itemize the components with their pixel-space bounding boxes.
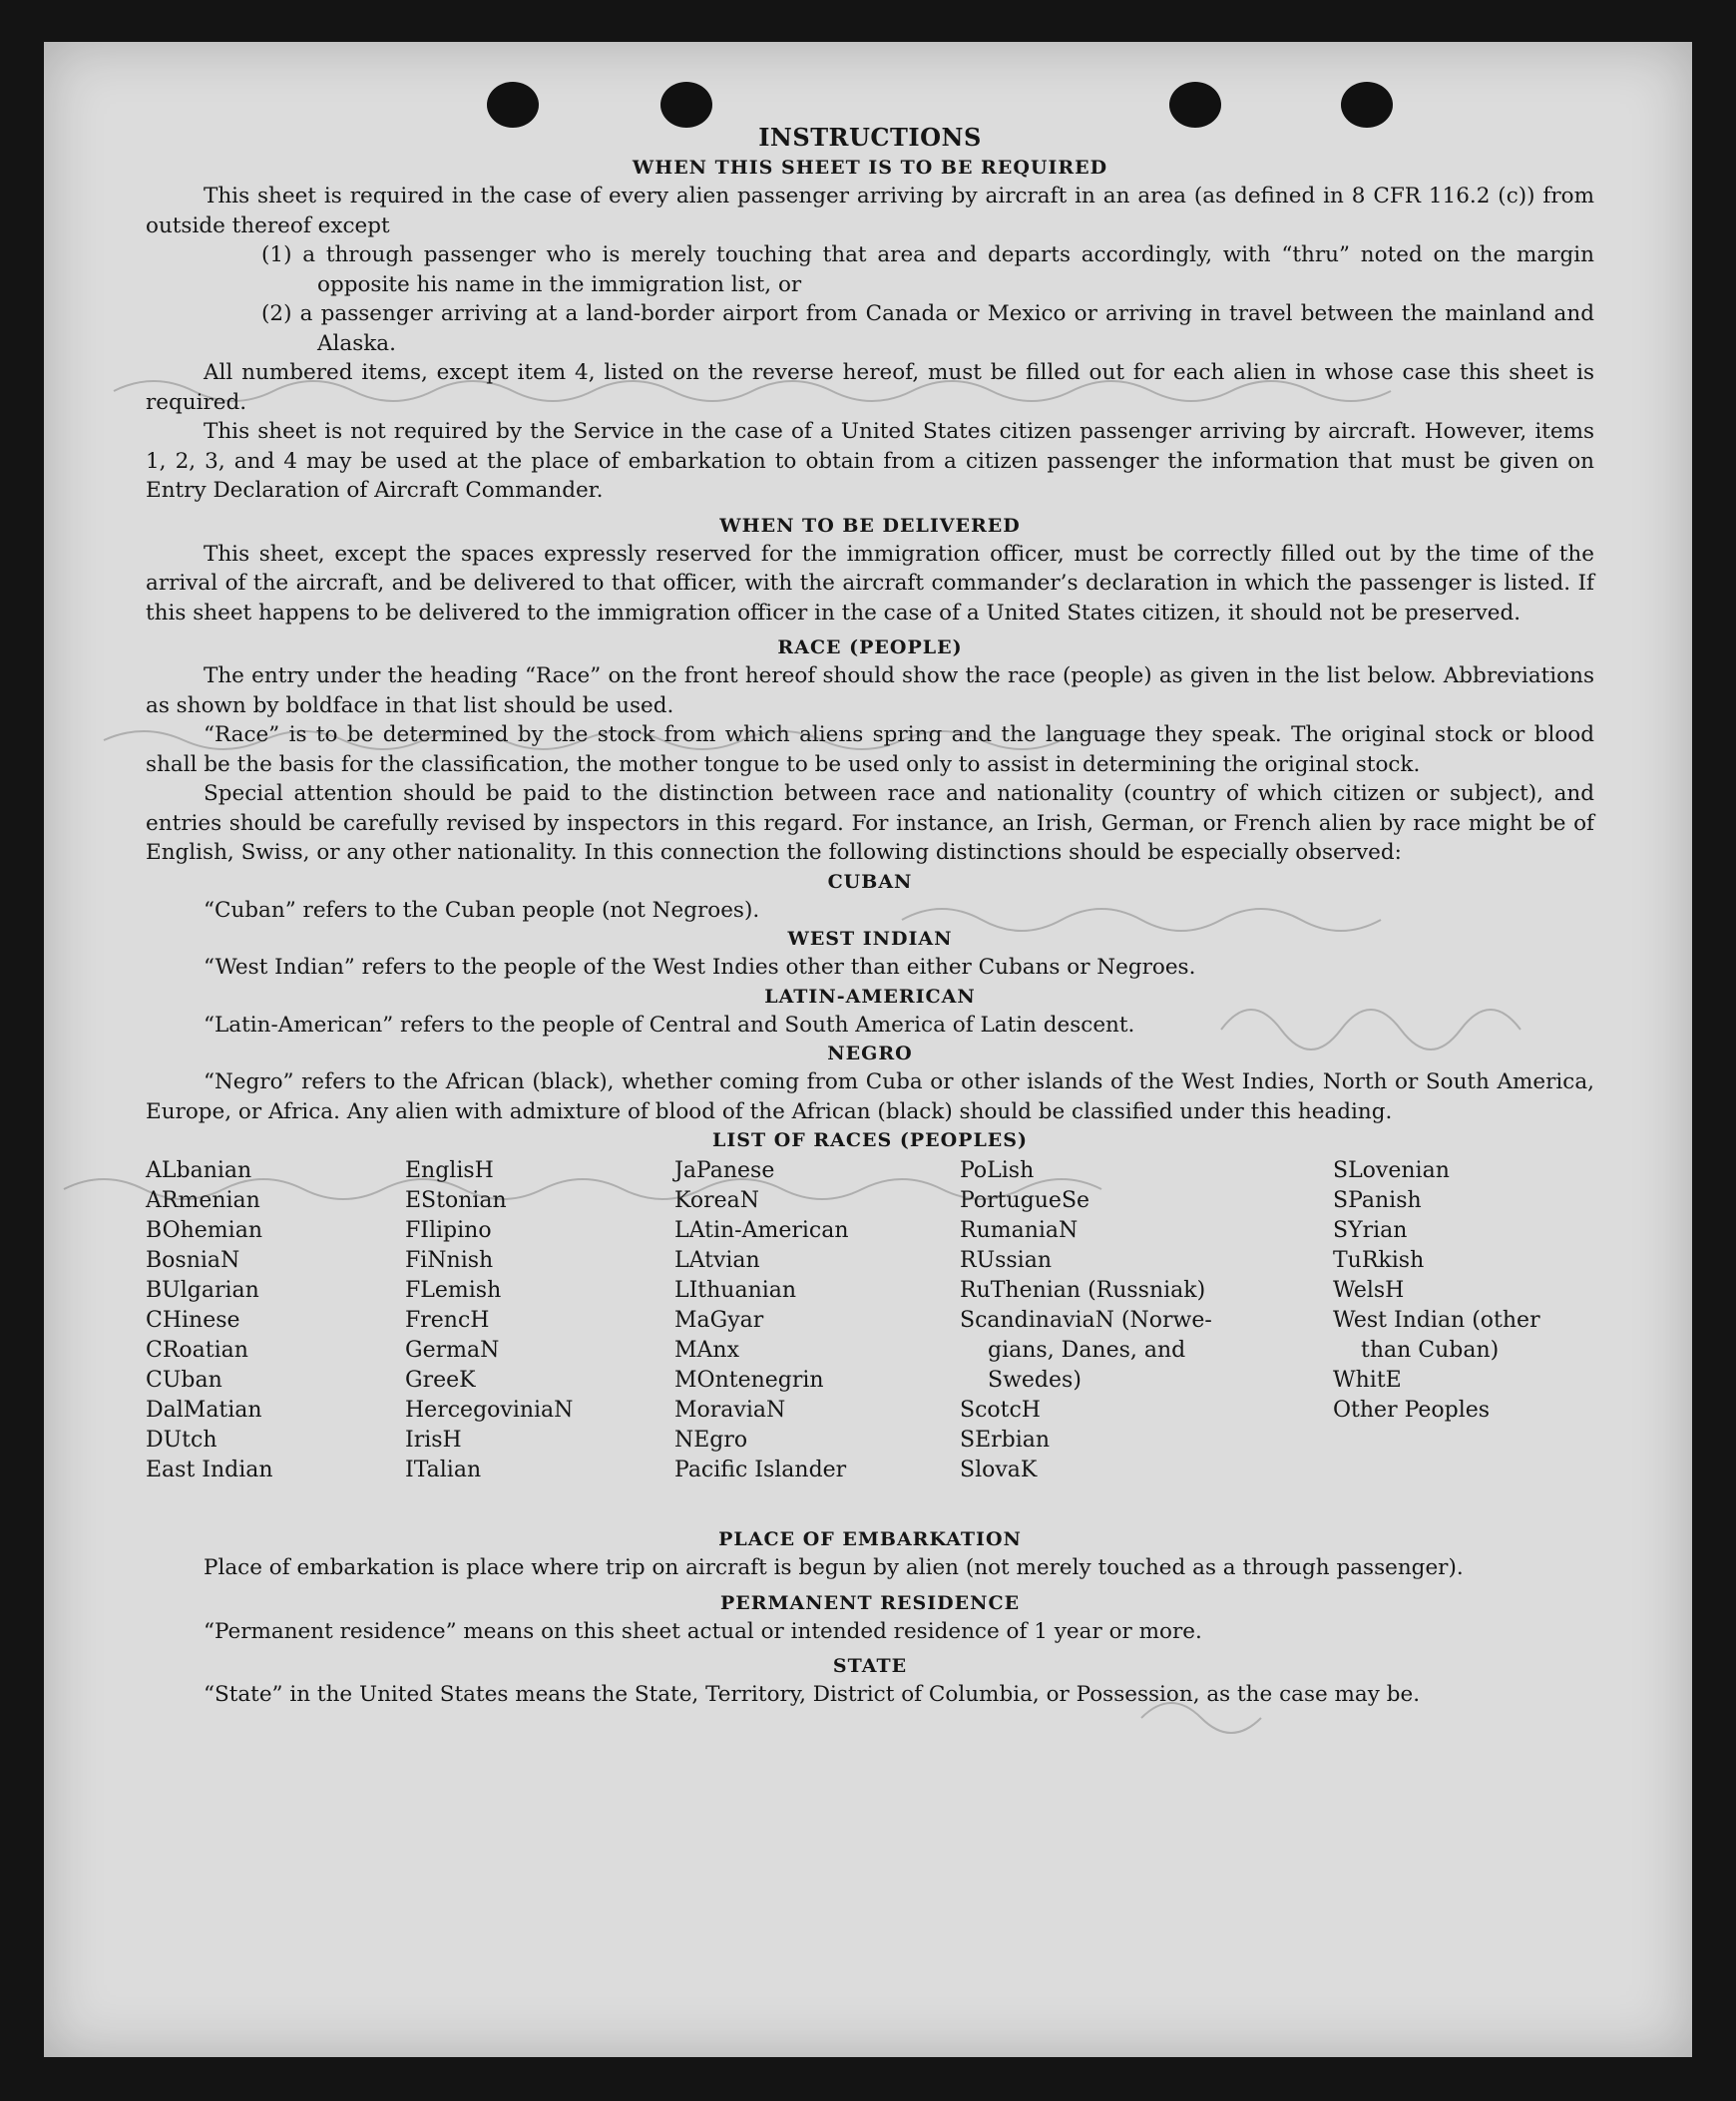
list-item: SlovaK	[960, 1458, 1038, 1482]
section-heading-west-indian: WEST INDIAN	[787, 928, 953, 950]
races-column	[1333, 1156, 1540, 1426]
list-item: FLemish	[405, 1278, 502, 1303]
list-item: ScotcH	[960, 1398, 1041, 1423]
list-item: CRoatian	[146, 1338, 248, 1363]
list-item: GermaN	[405, 1338, 500, 1363]
list-item: LAtvian	[674, 1248, 760, 1273]
list-item: Pacific Islander	[674, 1458, 847, 1482]
list-item: IrisH	[405, 1428, 462, 1453]
section-heading-cuban: CUBAN	[827, 870, 913, 893]
list-item: MaGyar	[674, 1308, 764, 1333]
paragraph: All numbered items, except item 4, listed on the reverse hereof, must be filled out for each alien in whose case this sheet is required.	[146, 360, 1594, 415]
paragraph: “West Indian” refers to the people of the West Indies other than either Cubans or Negroes.	[204, 955, 1196, 980]
list-item: LIthuanian	[674, 1278, 797, 1303]
list-item: PortugueSe	[960, 1188, 1090, 1213]
list-item: BosniaN	[146, 1248, 240, 1273]
paragraph: “Negro” refers to the African (black), whether coming from Cuba or other islands of the West Indies, North or South America, Europe, or Africa. Any alien with admixture of blood of the African (black) should be classified under this heading.	[146, 1069, 1594, 1124]
list-item: ITalian	[405, 1458, 482, 1482]
list-item: EStonian	[405, 1188, 507, 1213]
paragraph: “Permanent residence” means on this sheet actual or intended residence of 1 year or more.	[204, 1618, 1202, 1644]
paragraph: “Latin-American” refers to the people of Central and South America of Latin descent.	[204, 1012, 1135, 1038]
races-column	[405, 1156, 573, 1485]
list-item: MOntenegrin	[674, 1368, 824, 1393]
list-item: NEgro	[674, 1428, 748, 1453]
section-heading-when-delivered: WHEN TO BE DELIVERED	[719, 514, 1021, 537]
paragraph: This sheet, except the spaces expressly reserved for the immigration officer, must be correctly filled out by the time of the arrival of the aircraft, and be delivered to that officer, with the aircraft commander’s declaration in which the passenger is listed. If this sheet happens to be delivered to the immigration officer in the case of a United States citizen, it should not be preserved.	[146, 541, 1594, 626]
list-item: (1) a through passenger who is merely touching that area and departs accordingly, with “thru” noted on the margin opposite his name in the immigration list, or	[261, 242, 1594, 297]
section-heading-negro: NEGRO	[827, 1043, 913, 1064]
list-item: CHinese	[146, 1308, 240, 1333]
list-item: BOhemian	[146, 1218, 262, 1243]
section-heading-races-list: LIST OF RACES (PEOPLES)	[712, 1129, 1028, 1151]
list-item: DUtch	[146, 1428, 217, 1453]
races-column	[674, 1156, 849, 1485]
list-item: SErbian	[960, 1428, 1051, 1453]
list-item: MoraviaN	[674, 1398, 786, 1423]
list-item: PoLish	[960, 1158, 1035, 1183]
list-item: Swedes)	[988, 1368, 1082, 1393]
list-item: SYrian	[1333, 1218, 1408, 1243]
page-title: INSTRUCTIONS	[758, 123, 982, 152]
list-item: WelsH	[1333, 1278, 1405, 1303]
list-item: ScandinaviaN (Norwe-	[960, 1308, 1212, 1333]
list-item: MAnx	[674, 1338, 739, 1363]
section-heading-residence: PERMANENT RESIDENCE	[719, 1591, 1021, 1614]
paragraph: “State” in the United States means the State, Territory, District of Columbia, or Possession, as the case may be.	[204, 1682, 1421, 1707]
list-item: SLovenian	[1333, 1158, 1450, 1183]
section-heading-race: RACE (PEOPLE)	[777, 636, 963, 658]
list-item: TuRkish	[1333, 1248, 1425, 1273]
list-item: FrencH	[405, 1308, 490, 1333]
list-item: FiNnish	[405, 1248, 494, 1273]
document-sheet	[44, 42, 1692, 2057]
list-item: RuThenian (Russniak)	[960, 1278, 1206, 1303]
list-item: ARmenian	[146, 1188, 260, 1213]
list-item: JaPanese	[674, 1158, 775, 1183]
paragraph: This sheet is not required by the Service in the case of a United States citizen passenger arriving by aircraft. However, items 1, 2, 3, and 4 may be used at the place of embarkation to obtain from a citizen passenger the information that must be given on Entry Declaration of Aircraft Commander.	[146, 419, 1594, 503]
list-item: BUlgarian	[146, 1278, 259, 1303]
list-item: CUban	[146, 1368, 222, 1393]
list-item: than Cuban)	[1361, 1338, 1500, 1363]
list-item: EnglisH	[405, 1158, 494, 1183]
list-item: gians, Danes, and	[988, 1338, 1186, 1363]
list-item: ALbanian	[146, 1158, 252, 1183]
paragraph: The entry under the heading “Race” on the front hereof should show the race (people) as given in the list below. Abbreviations as shown by boldface in that list should be used.	[146, 663, 1594, 718]
paragraph: This sheet is required in the case of every alien passenger arriving by aircraft in an area (as defined in 8 CFR 116.2 (c)) from outside thereof except	[146, 184, 1594, 238]
list-item: FIlipino	[405, 1218, 492, 1243]
races-list	[146, 1156, 1594, 1525]
section-heading-when-required: WHEN THIS SHEET IS TO BE REQUIRED	[632, 157, 1108, 179]
list-item: West Indian (other	[1333, 1308, 1540, 1333]
paragraph: “Race” is to be determined by the stock from which aliens spring and the language they speak. The original stock or blood shall be the basis for the classification, the mother tongue to be used only to assist in determining the original stock.	[146, 722, 1594, 777]
paragraph: Place of embarkation is place where trip on aircraft is begun by alien (not merely touched as a through passenger).	[204, 1555, 1464, 1580]
list-item: SPanish	[1333, 1188, 1422, 1213]
races-column	[960, 1156, 1212, 1485]
list-item: DalMatian	[146, 1398, 262, 1423]
list-item: GreeK	[405, 1368, 476, 1393]
list-item: East Indian	[146, 1458, 273, 1482]
paragraph: “Cuban” refers to the Cuban people (not Negroes).	[204, 897, 760, 923]
list-item: Other Peoples	[1333, 1398, 1491, 1423]
section-heading-embarkation: PLACE OF EMBARKATION	[718, 1528, 1022, 1550]
list-item: (2) a passenger arriving at a land-border airport from Canada or Mexico or arriving in travel between the mainland and Alaska.	[261, 301, 1594, 356]
section-heading-state: STATE	[832, 1655, 908, 1677]
list-item: RUssian	[960, 1248, 1053, 1273]
races-column	[146, 1156, 273, 1485]
list-item: LAtin-American	[674, 1218, 849, 1243]
list-item: KoreaN	[674, 1188, 759, 1213]
list-item: WhitE	[1333, 1368, 1402, 1393]
section-heading-latin-american: LATIN-AMERICAN	[764, 985, 976, 1008]
list-item: HercegoviniaN	[405, 1398, 574, 1423]
list-item: RumaniaN	[960, 1218, 1079, 1243]
paragraph: Special attention should be paid to the distinction between race and nationality (country of which citizen or subject), and entries should be carefully revised by inspectors in this regard. For instance, an Irish, German, or French alien by race might be of English, Swiss, or any other nationality. In this connection the following distinctions should be especially observed:	[146, 781, 1594, 865]
